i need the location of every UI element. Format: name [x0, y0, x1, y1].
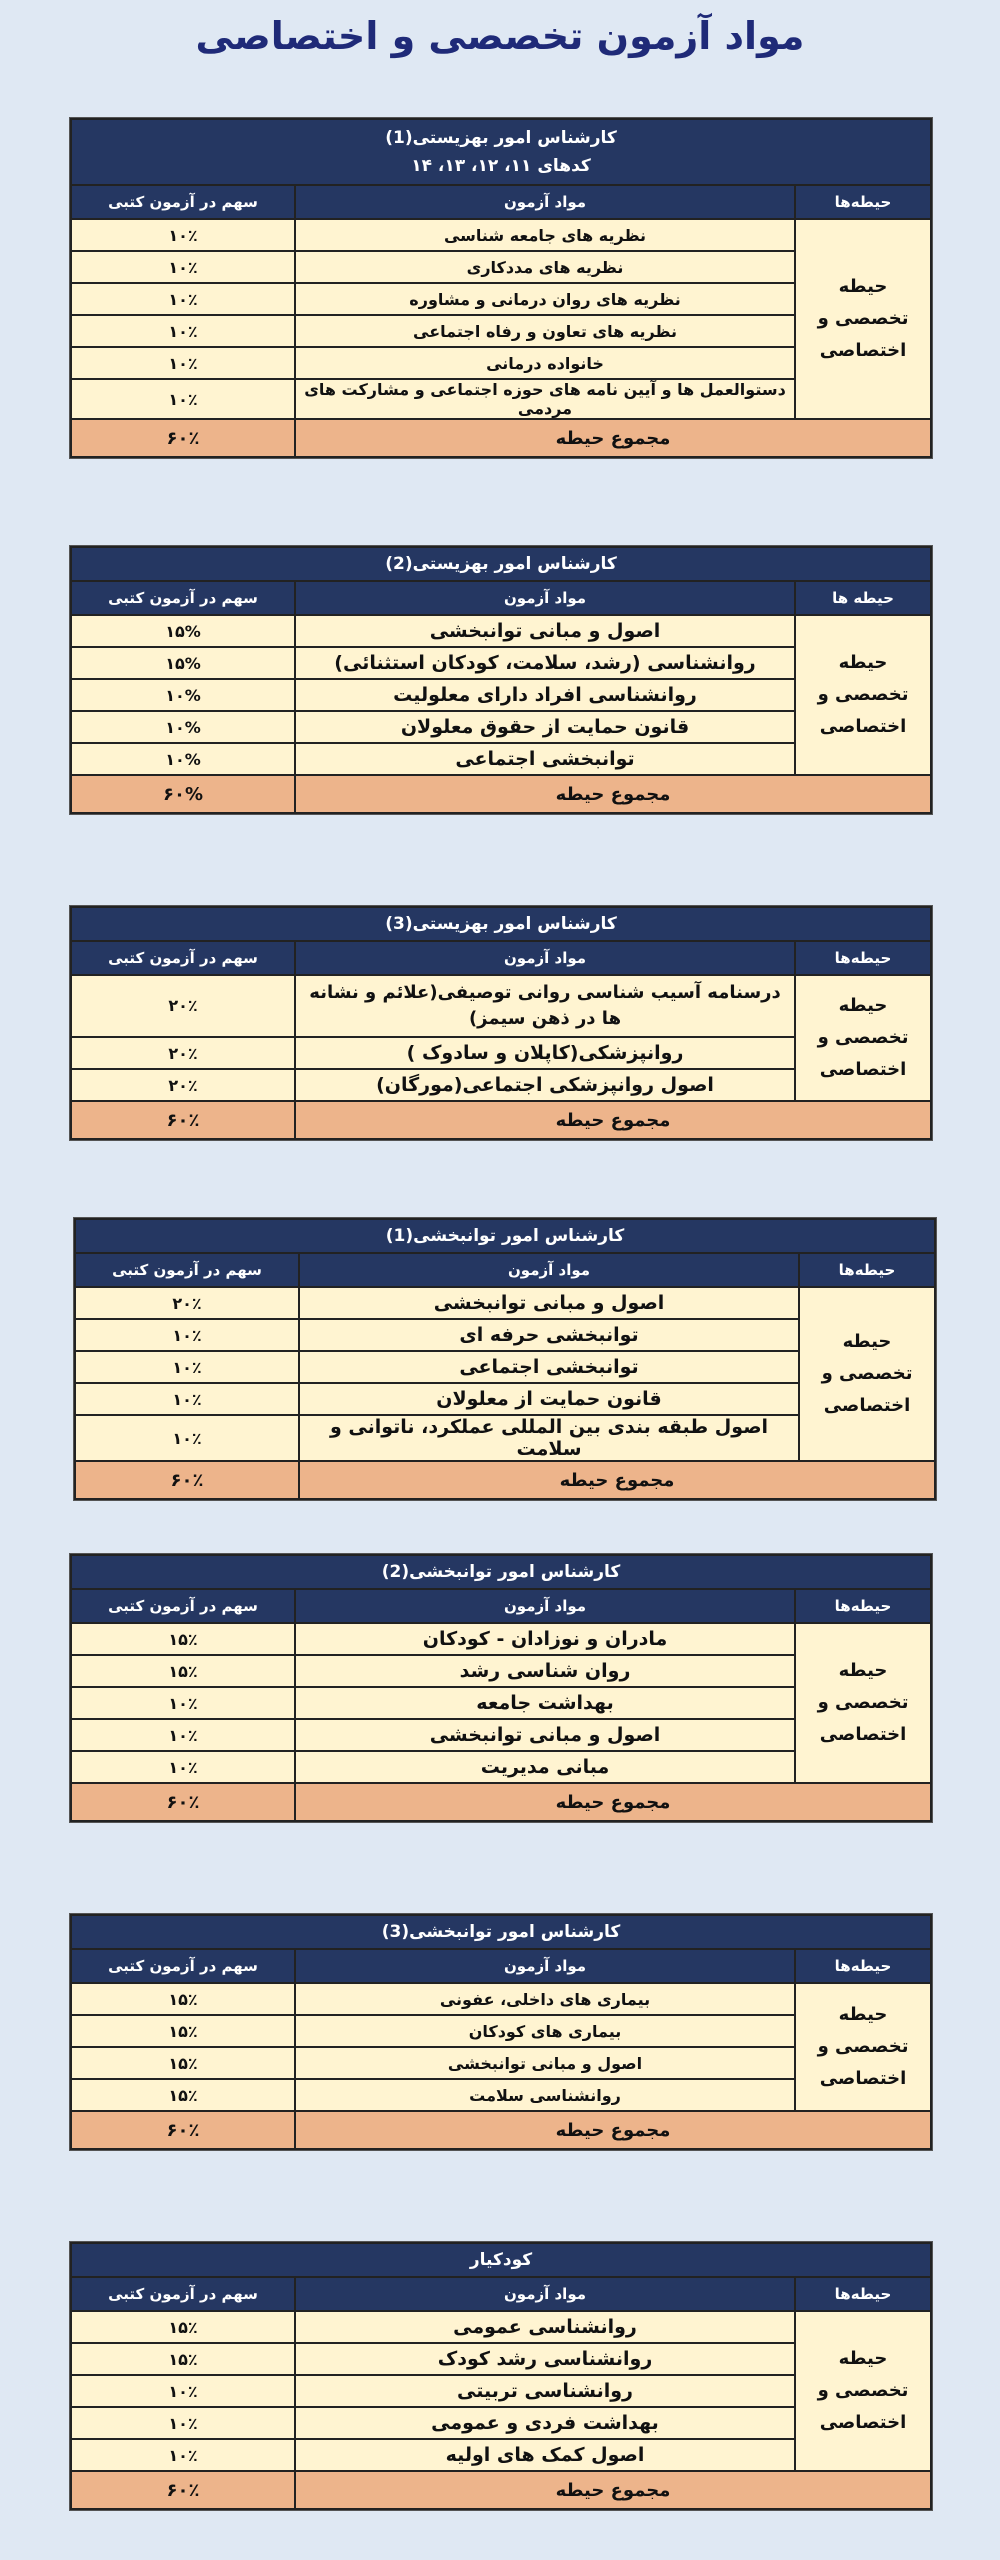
share-cell: ۱۵٪	[71, 1623, 295, 1655]
subject-cell: قانون حمایت از حقوق معلولان	[295, 711, 795, 743]
share-cell: ۲۰٪	[71, 975, 295, 1037]
table-title: کارشناس امور توانبخشی(1)	[75, 1219, 935, 1253]
table-row	[71, 1623, 931, 1655]
share-cell: ۱۰%	[71, 711, 295, 743]
header-share: سهم در آزمون کتبی	[75, 1253, 299, 1287]
area-cell: حیطه تخصصی و اختصاصی	[795, 1623, 931, 1783]
exam-table-welfare-2	[70, 546, 932, 814]
subject-cell: خانواده درمانی	[295, 347, 795, 379]
total-label: مجموع حیطه	[295, 1783, 931, 1821]
total-value: ۶۰٪	[71, 2471, 295, 2509]
subject-cell: درسنامه آسیب شناسی روانی توصیفی(علائم و نشانه ها در ذهن سیمز)	[295, 975, 795, 1037]
subject-cell: مبانی مدیریت	[295, 1751, 795, 1783]
header-area: حیطه‌ها	[795, 2277, 931, 2311]
share-cell: ۲۰٪	[75, 1287, 299, 1319]
table-row	[71, 2311, 931, 2343]
page-title: مواد آزمون تخصصی و اختصاصی	[195, 14, 805, 58]
header-area: حیطه‌ها	[795, 1589, 931, 1623]
area-cell: حیطه تخصصی و اختصاصی	[795, 975, 931, 1101]
subject-cell: اصول و مبانی توانبخشی	[295, 615, 795, 647]
header-subject: مواد آزمون	[295, 1589, 795, 1623]
subject-cell: نظریه های جامعه شناسی	[295, 219, 795, 251]
share-cell: ۱۵٪	[71, 2079, 295, 2111]
header-area: حیطه‌ها	[799, 1253, 935, 1287]
subject-cell: روانشناسی سلامت	[295, 2079, 795, 2111]
share-cell: ۱۵٪	[71, 1655, 295, 1687]
total-value: ۶۰٪	[71, 2111, 295, 2149]
subject-cell: روانشناسی (رشد، سلامت، کودکان استثنائی)	[295, 647, 795, 679]
exam-table-welfare-3	[70, 906, 932, 1140]
share-cell: ۱۵%	[71, 615, 295, 647]
subject-cell: روانشناسی تربیتی	[295, 2375, 795, 2407]
share-cell: ۱۰٪	[71, 379, 295, 419]
share-cell: ۱۵٪	[71, 2311, 295, 2343]
share-cell: ۱۵٪	[71, 2047, 295, 2079]
share-cell: ۱۰٪	[75, 1383, 299, 1415]
share-cell: ۱۵٪	[71, 1983, 295, 2015]
table-title-text: کارشناس امور بهزیستی(1)	[385, 128, 617, 148]
share-cell: ۱۵%	[71, 647, 295, 679]
header-area: حیطه‌ها	[795, 1949, 931, 1983]
subject-cell: دستوالعمل ها و آیین نامه های حوزه اجتماعی و مشارکت های مردمی	[295, 379, 795, 419]
total-label: مجموع حیطه	[295, 419, 931, 457]
area-cell: حیطه تخصصی و اختصاصی	[795, 615, 931, 775]
share-cell: ۱۰٪	[71, 219, 295, 251]
subject-cell: اصول و مبانی توانبخشی	[295, 1719, 795, 1751]
share-cell: ۱۰%	[71, 743, 295, 775]
header-share: سهم در آزمون کتبی	[71, 941, 295, 975]
table-row	[71, 1983, 931, 2015]
share-cell: ۲۰٪	[71, 1037, 295, 1069]
table-title: کارشناس امور توانبخشی(2)	[71, 1555, 931, 1589]
total-row	[71, 775, 931, 813]
subject-cell: روانشناسی افراد دارای معلولیت	[295, 679, 795, 711]
header-share: سهم در آزمون کتبی	[71, 1589, 295, 1623]
total-value: ۶۰٪	[71, 1783, 295, 1821]
table-row	[75, 1287, 935, 1319]
header-share: سهم در آزمون کتبی	[71, 185, 295, 219]
subject-cell: اصول و مبانی توانبخشی	[295, 2047, 795, 2079]
subject-cell: اصول و مبانی توانبخشی	[299, 1287, 799, 1319]
subject-cell: روانشناسی عمومی	[295, 2311, 795, 2343]
total-label: مجموع حیطه	[299, 1461, 935, 1499]
area-cell: حیطه تخصصی و اختصاصی	[795, 219, 931, 419]
total-label: مجموع حیطه	[295, 2111, 931, 2149]
subject-cell: توانبخشی حرفه ای	[299, 1319, 799, 1351]
share-cell: ۱۰٪	[75, 1415, 299, 1461]
header-share: سهم در آزمون کتبی	[71, 2277, 295, 2311]
area-cell: حیطه تخصصی و اختصاصی	[795, 2311, 931, 2471]
header-area: حیطه‌ها	[795, 941, 931, 975]
total-row	[71, 419, 931, 457]
total-row	[71, 2471, 931, 2509]
total-value: ۶۰٪	[71, 419, 295, 457]
header-share: سهم در آزمون کتبی	[71, 1949, 295, 1983]
total-row	[75, 1461, 935, 1499]
exam-table-rehab-2	[70, 1554, 932, 1822]
header-area: حیطه‌ها	[795, 185, 931, 219]
subject-cell: اصول کمک های اولیه	[295, 2439, 795, 2471]
subject-cell: بهداشت فردی و عمومی	[295, 2407, 795, 2439]
share-cell: ۱۰%	[71, 679, 295, 711]
share-cell: ۱۰٪	[71, 283, 295, 315]
table-title: کودکیار	[71, 2243, 931, 2277]
table-title: کارشناس امور بهزیستی(3)	[71, 907, 931, 941]
table-title	[71, 119, 931, 185]
share-cell: ۱۰٪	[71, 1687, 295, 1719]
share-cell: ۱۵٪	[71, 2015, 295, 2047]
subject-cell: اصول طبقه بندی بین المللی عملکرد، ناتوانی و سلامت	[299, 1415, 799, 1461]
subject-cell: روانشناسی رشد کودک	[295, 2343, 795, 2375]
share-cell: ۱۰٪	[71, 347, 295, 379]
total-label: مجموع حیطه	[295, 2471, 931, 2509]
subject-cell: اصول روانپزشکی اجتماعی(مورگان)	[295, 1069, 795, 1101]
subject-cell: قانون حمایت از معلولان	[299, 1383, 799, 1415]
share-cell: ۱۰٪	[71, 315, 295, 347]
total-value: ۶۰٪	[71, 1101, 295, 1139]
exam-table-rehab-1	[74, 1218, 936, 1500]
header-share: سهم در آزمون کتبی	[71, 581, 295, 615]
share-cell: ۱۰٪	[75, 1351, 299, 1383]
header-subject: مواد آزمون	[295, 1949, 795, 1983]
share-cell: ۱۵٪	[71, 2343, 295, 2375]
total-value: ۶۰٪	[75, 1461, 299, 1499]
subject-cell: توانبخشی اجتماعی	[295, 743, 795, 775]
total-value: ۶۰%	[71, 775, 295, 813]
area-cell: حیطه تخصصی و اختصاصی	[799, 1287, 935, 1461]
share-cell: ۱۰٪	[71, 2407, 295, 2439]
header-subject: مواد آزمون	[295, 941, 795, 975]
area-cell: حیطه تخصصی و اختصاصی	[795, 1983, 931, 2111]
subject-cell: بیماری های کودکان	[295, 2015, 795, 2047]
header-subject: مواد آزمون	[299, 1253, 799, 1287]
subject-cell: نظریه های تعاون و رفاه اجتماعی	[295, 315, 795, 347]
exam-table-welfare-1	[70, 118, 932, 458]
share-cell: ۱۰٪	[71, 2439, 295, 2471]
total-label: مجموع حیطه	[295, 1101, 931, 1139]
subject-cell: بیماری های داخلی، عفونی	[295, 1983, 795, 2015]
subject-cell: توانبخشی اجتماعی	[299, 1351, 799, 1383]
share-cell: ۱۰٪	[71, 2375, 295, 2407]
header-subject: مواد آزمون	[295, 581, 795, 615]
subject-cell: روان شناسی رشد	[295, 1655, 795, 1687]
exam-table-childcare	[70, 2242, 932, 2510]
total-row	[71, 1783, 931, 1821]
exam-table-rehab-3	[70, 1914, 932, 2150]
share-cell: ۱۰٪	[71, 251, 295, 283]
table-row	[71, 219, 931, 251]
share-cell: ۱۰٪	[71, 1751, 295, 1783]
header-area: حیطه ها	[795, 581, 931, 615]
subject-cell: مادران و نوزادان - کودکان	[295, 1623, 795, 1655]
header-subject: مواد آزمون	[295, 2277, 795, 2311]
table-title: کارشناس امور بهزیستی(2)	[71, 547, 931, 581]
table-row	[71, 615, 931, 647]
header-subject: مواد آزمون	[295, 185, 795, 219]
table-title: کارشناس امور توانبخشی(3)	[71, 1915, 931, 1949]
subject-cell: بهداشت جامعه	[295, 1687, 795, 1719]
subject-cell: نظریه های مددکاری	[295, 251, 795, 283]
share-cell: ۲۰٪	[71, 1069, 295, 1101]
share-cell: ۱۰٪	[71, 1719, 295, 1751]
table-codes: کدهای ۱۱، ۱۲، ۱۳، ۱۴	[411, 156, 591, 176]
subject-cell: روانپزشکی(کاپلان و سادوک )	[295, 1037, 795, 1069]
table-row	[71, 975, 931, 1037]
total-label: مجموع حیطه	[295, 775, 931, 813]
total-row	[71, 2111, 931, 2149]
subject-cell: نظریه های روان درمانی و مشاوره	[295, 283, 795, 315]
total-row	[71, 1101, 931, 1139]
share-cell: ۱۰٪	[75, 1319, 299, 1351]
